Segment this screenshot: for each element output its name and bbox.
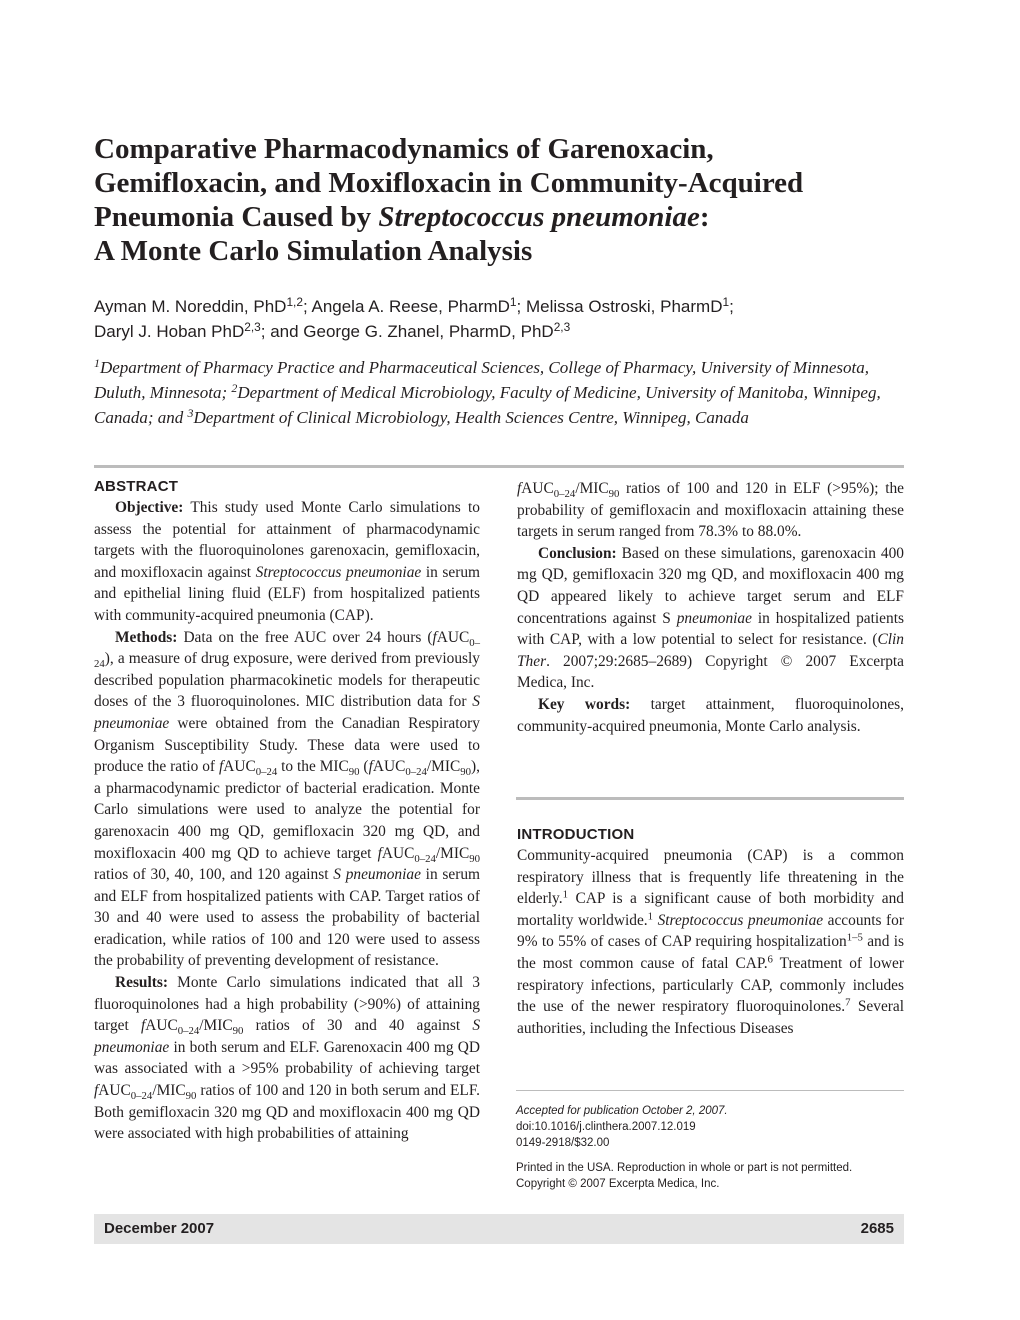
methods-text: ( — [359, 758, 369, 776]
author-list — [94, 294, 924, 344]
introduction-heading: INTRODUCTION — [517, 826, 635, 843]
results-text: Monte Carlo simulations indicated that all 3 fluoroquinolones had a high probability (>90%) of attaining target — [94, 974, 480, 1035]
abstract-left-column — [94, 477, 480, 1145]
affil-sup: 2 — [231, 381, 238, 396]
intro-text: CAP is a significant cause of both morbidity and mortality worldwide. — [517, 890, 904, 929]
citation-ref: 1 — [562, 888, 568, 901]
title-line-1: Comparative Pharmacodynamics of Garenoxacin, — [94, 133, 714, 165]
objective-label: Objective: — [115, 499, 184, 516]
conclusion-label: Conclusion: — [538, 544, 617, 562]
organism-name: S pneumoniae — [94, 1017, 481, 1056]
mic-symbol: MIC — [431, 758, 461, 776]
mic-subscript: 90 — [460, 765, 471, 778]
mic-subscript: 90 — [608, 487, 620, 500]
title-line-3-pre: Pneumonia Caused by — [94, 201, 379, 233]
affiliation-2: Department of Medical Microbiology, Faculty of Medicine, University of Manitoba, Winnipeg, Canada; and — [94, 383, 881, 427]
author-affil-sup: 1 — [722, 295, 730, 310]
auc-symbol: AUC — [223, 758, 256, 776]
mic-symbol: MIC — [203, 1017, 233, 1035]
conclusion-text: in hospitalized patients with CAP, with a low potential to select for resistance. ( — [517, 609, 904, 649]
affil-sup: 1 — [94, 356, 100, 371]
footnote-divider — [516, 1090, 904, 1091]
f-symbol: f — [140, 1017, 146, 1035]
methods-text: ), a pharmacodynamic predictor of bacterial eradication. Monte Carlo simulations were used to analyze the potential for garenoxacin 400 mg QD, gemifloxacin 320 mg QD, and moxifloxacin 400 mg QD to achieve target — [94, 758, 480, 862]
author-affil-sup: 2,3 — [553, 320, 571, 335]
author-noreddin: Ayman M. Noreddin, PhD — [94, 297, 287, 316]
author-affil-sup: 1 — [509, 295, 517, 310]
abstract-right-column — [517, 478, 904, 737]
organism-name: pneumoniae — [676, 609, 752, 627]
conclusion-text: Based on these simulations, garenoxacin 400 mg QD, gemifloxacin 320 mg QD, and moxifloxacin 400 mg QD appeared likely to achieve target serum and ELF concentrations against S — [517, 544, 904, 627]
intro-text: Community-acquired pneumonia (CAP) is a common respiratory illness that is frequently life threatening in the elderly. — [517, 847, 904, 908]
organism-name: Streptococcus pneumoniae — [657, 911, 824, 929]
organism-name: Streptococcus pneumoniae — [255, 563, 422, 581]
author-hoban: Daryl J. Hoban PhD — [94, 322, 245, 341]
journal-name: Clin Ther — [517, 631, 904, 670]
author-reese: ; Angela A. Reese, PharmD — [302, 297, 510, 316]
auc-subscript: 0–24 — [94, 636, 480, 670]
mic-subscript: 90 — [185, 1089, 197, 1102]
publication-footnote — [516, 1103, 906, 1192]
copyright-notice: Copyright © 2007 Excerpta Medica, Inc. — [516, 1178, 720, 1190]
header-divider — [94, 465, 904, 468]
results-text: ratios of 100 and 120 in both serum and ELF. Both gemifloxacin 320 mg QD and moxifloxacin 400 mg QD were associated with high probabilities of attaining — [94, 1082, 480, 1143]
methods-text: ratios of 30, 40, 100, and 120 against — [94, 866, 334, 884]
article-title — [94, 132, 924, 268]
page-number: 2685 — [860, 1220, 894, 1237]
mic-symbol: MIC — [440, 844, 470, 862]
auc-subscript: 0–24 — [405, 765, 427, 778]
doi: doi:10.1016/j.clinthera.2007.12.019 — [516, 1121, 696, 1133]
results-label: Results: — [115, 974, 169, 992]
abstract-results-continued: $fAUC_{0-24}/MIC_{90}$ ratios of 100 and 120 in ELF (>95%); the probability of gemifloxacin and moxifloxacin attaining these targets in serum ranged from 78.3% to 88.0%. — [517, 480, 904, 541]
auc-subscript: 0–24 — [130, 1089, 153, 1102]
objective-text-end: in serum and epithelial lining fluid (ELF) from hospitalized patients with community-acquired pneumonia (CAP). — [94, 563, 480, 624]
author-affil-sup: 1,2 — [286, 295, 303, 310]
footnote-spacer — [516, 1151, 906, 1160]
abstract-results: Results: Monte Carlo simulations indicated that all 3 fluoroquinolones had a high probability (>90%) of attaining target $fAUC_{0-24}/MIC_{90}$ ratios of 30 and 40 against S pneumoniae in both serum and ELF. Garenoxacin 400 mg QD was associated with a >95% probability of achieving target $fAUC_{0-24}/MIC_{90}$ ratios of 100 and 120 in both serum and ELF. Both gemifloxacin 320 mg QD and moxifloxacin 400 mg QD were associated with high probabilities of attaining — [94, 974, 481, 1143]
printed-notice: Printed in the USA. Reproduction in whole or part is not permitted. — [516, 1162, 853, 1174]
f-symbol: f — [218, 758, 224, 776]
mic-symbol: MIC — [319, 758, 349, 776]
results-text: in both serum and ELF. Garenoxacin 400 mg QD was associated with a >95% probability of achieving target — [94, 1038, 480, 1078]
citation-ref: 1–5 — [846, 932, 863, 944]
auc-symbol: AUC — [372, 758, 406, 776]
f-symbol: f — [94, 1082, 99, 1100]
abstract-divider — [516, 797, 904, 800]
organism-name: S pneumoniae — [94, 693, 480, 732]
title-line-3-post: : — [699, 201, 710, 233]
title-line-3 — [94, 200, 924, 234]
f-symbol: f — [377, 844, 382, 862]
methods-text: in serum and ELF from hospitalized patients with CAP. Target ratios of 30 and 40 were used to assess the probability of bacterial eradication, while ratios of 100 and 120 were used to assess the probability of preventing development of resistance. — [94, 866, 481, 970]
intro-text: Several authorities, including the Infectious Diseases — [517, 998, 905, 1037]
keywords-text: target attainment, fluoroquinolones, community-acquired pneumonia, Monte Carlo analysis. — [517, 695, 904, 735]
auc-subscript: 0–24 — [177, 1025, 200, 1038]
auc-symbol: AUC — [98, 1082, 131, 1100]
f-symbol: f — [517, 480, 522, 497]
auc-subscript: 0–24 — [255, 765, 278, 778]
citation-ref: 6 — [767, 953, 773, 966]
title-organism: Streptococcus pneumoniae — [378, 201, 700, 233]
author-ostroski: ; Melissa Ostroski, PharmD — [516, 297, 723, 316]
accepted-date: Accepted for publication October 2, 2007. — [516, 1105, 728, 1117]
objective-text: This study used Monte Carlo simulations to assess the potential for attainment of pharmacodynamic targets with the fluoroquinolones garenoxacin, gemifloxacin, and moxifloxacin against — [94, 499, 480, 581]
citation-ref: 1 — [647, 910, 654, 923]
author-zhanel: ; and George G. Zhanel, PharmD, PhD — [260, 322, 554, 341]
title-line-2: Gemifloxacin, and Moxifloxacin in Community-Acquired — [94, 167, 804, 199]
keywords-label: Key words: — [538, 695, 631, 713]
mic-subscript: 90 — [232, 1025, 244, 1038]
methods-text: to the — [277, 758, 320, 776]
abstract-conclusion — [517, 543, 904, 694]
page-footer — [94, 1214, 904, 1244]
auc-symbol: AUC — [381, 844, 415, 862]
affiliation-1: Department of Pharmacy Practice and Pharmaceutical Sciences, College of Pharmacy, University of Minnesota, Duluth, Minnesota; — [94, 358, 870, 402]
mic-symbol: MIC — [156, 1082, 186, 1100]
introduction-section — [517, 825, 904, 1039]
abstract-objective — [94, 497, 480, 627]
author-separator: ; — [729, 297, 734, 316]
conclusion-text: . 2007;29:2685–2689) Copyright © 2007 Excerpta Medica, Inc. — [517, 652, 904, 692]
auc-subscript: 0–24 — [414, 852, 436, 865]
mic-subscript: 90 — [348, 765, 360, 778]
f-symbol: f — [368, 758, 373, 776]
affiliations — [94, 355, 914, 430]
mic-symbol: MIC — [579, 480, 609, 497]
auc-subscript: 0–24 — [553, 487, 576, 500]
results-text: ratios of 30 and 40 against — [243, 1017, 473, 1035]
results-text: ratios of 100 and 120 in ELF (>95%); the probability of gemifloxacin and moxifloxacin attaining these targets in serum ranged from 78.3% to 88.0%. — [517, 480, 904, 541]
methods-text: were obtained from the Canadian Respiratory Organism Susceptibility Study. These data were used to produce the ratio of — [94, 714, 480, 776]
methods-text: Data on the free AUC over 24 hours ( — [177, 628, 433, 646]
affil-sup: 3 — [187, 406, 194, 421]
abstract-heading: ABSTRACT — [94, 478, 179, 495]
auc-symbol: AUC — [521, 480, 554, 497]
auc-symbol: AUC — [436, 628, 470, 646]
mic-subscript: 90 — [469, 852, 480, 865]
intro-text: accounts for 9% to 55% of cases of CAP requiring hospitalization — [517, 911, 904, 951]
issue-date: December 2007 — [104, 1220, 215, 1237]
organism-name: S pneumoniae — [333, 866, 421, 884]
auc-symbol: AUC — [145, 1017, 178, 1035]
abstract-methods: Methods: Data on the free AUC over 24 hours (fAUC$_{0-24}$), a measure of drug exposure, were derived from previously described population pharmacokinetic models for therapeutic doses of the 3 fluoroquinolones. MIC distribution data for S pneumoniae were obtained from the Canadian Respiratory Organism Susceptibility Study. These data were used to produce the ratio of fAUC$_{0-24}$ to the $MIC_{90}$ $(fAUC_{0-24}/MIC_{90})$, a pharmacodynamic predictor of bacterial eradication. Monte Carlo simulations were used to analyze the potential for garenoxacin 400 mg QD, gemifloxacin 320 mg QD, and moxifloxacin 400 mg QD to achieve target $fAUC_{0-24}/MIC_{90}$ ratios of 30, 40, 100, and 120 against S pneumoniae in serum and ELF from hospitalized patients with CAP. Target ratios of 30 and 40 were used to assess the probability of bacterial eradication, while ratios of 100 and 120 were used to assess the probability of preventing development of resistance. — [94, 628, 481, 970]
author-affil-sup: 2,3 — [244, 320, 261, 335]
title-line-4: A Monte Carlo Simulation Analysis — [94, 235, 533, 267]
citation-ref: 7 — [845, 996, 851, 1009]
f-symbol: f — [432, 628, 437, 646]
intro-text: and is the most common cause of fatal CAP. — [517, 933, 904, 972]
abstract-keywords — [517, 694, 904, 737]
affiliation-3: Department of Clinical Microbiology, Health Sciences Centre, Winnipeg, Canada — [193, 408, 749, 427]
introduction-paragraph — [517, 845, 904, 1039]
intro-text: Treatment of lower respiratory infections, particularly CAP, commonly includes the use of the newer respiratory fluoroquinolones. — [517, 954, 904, 1016]
issn: 0149-2918/$32.00 — [516, 1137, 610, 1149]
methods-label: Methods: — [115, 628, 178, 646]
methods-text: ), a measure of drug exposure, were derived from previously described population pharmacokinetic models for therapeutic doses of the 3 fluoroquinolones. MIC distribution data for — [94, 650, 480, 711]
